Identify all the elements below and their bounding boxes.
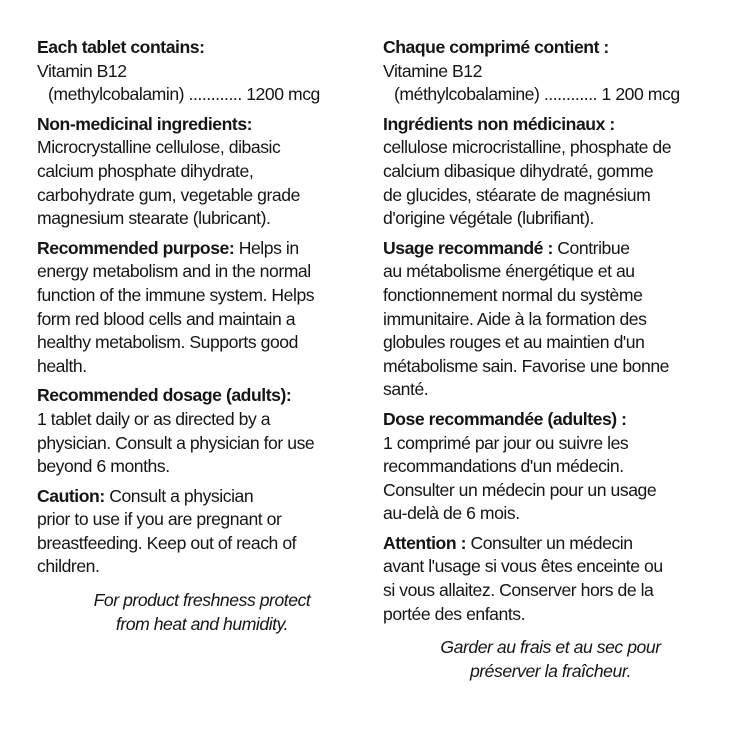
purpose-line: energy metabolism and in the normal [37, 261, 311, 282]
dosage-line-fr: au-delà de 6 mois. [383, 503, 520, 524]
purpose-line-fr: immunitaire. Aide à la formation des [383, 308, 647, 329]
non-medicinal-line-fr: cellulose microcristalline, phosphate de [383, 137, 672, 158]
dosage-line-fr: 1 comprimé par jour ou suivre les [383, 432, 629, 453]
dosage-line: 1 tablet daily or as directed by a [37, 408, 271, 429]
dosage-line-fr: Consulter un médecin pour un usage [383, 479, 657, 500]
dosage-heading-fr: Dose recommandée (adultes) : [383, 408, 627, 429]
non-medicinal-line: calcium phosphate dihydrate, [37, 160, 254, 181]
purpose-section-fr [383, 237, 718, 402]
purpose-first-line [37, 237, 367, 261]
storage-line: For product freshness protect [93, 590, 311, 611]
caution-text-fr: Consulter un médecin [466, 532, 633, 553]
purpose-line: function of the immune system. Helps [37, 284, 315, 305]
non-medicinal-section [37, 113, 367, 231]
non-medicinal-heading: Non-medicinal ingredients: [37, 113, 253, 134]
purpose-line: healthy metabolism. Supports good [37, 332, 298, 353]
contains-section [37, 36, 367, 107]
storage-line-fr: préserver la fraîcheur. [469, 660, 632, 681]
caution-first-line [37, 485, 367, 509]
dosage-line: physician. Consult a physician for use [37, 432, 315, 453]
caution-first-line-fr [383, 532, 718, 556]
purpose-line: form red blood cells and maintain a [37, 308, 296, 329]
non-medicinal-section-fr [383, 113, 718, 231]
purpose-line: health. [37, 355, 87, 376]
vitamin-form-dose: (methylcobalamin) ............ 1200 mcg [48, 84, 320, 105]
storage-note-fr [383, 636, 718, 683]
caution-heading: Caution: [37, 485, 105, 506]
dosage-heading: Recommended dosage (adults): [37, 385, 292, 406]
dosage-section-fr [383, 408, 718, 526]
non-medicinal-line-fr: de glucides, stéarate de magnésium [383, 184, 651, 205]
caution-line: prior to use if you are pregnant or [37, 509, 282, 530]
storage-line: from heat and humidity. [115, 613, 289, 634]
caution-line-fr: portée des enfants. [383, 603, 526, 624]
non-medicinal-line: Microcrystalline cellulose, dibasic [37, 137, 281, 158]
caution-line-fr: si vous allaitez. Conserver hors de la [383, 580, 654, 601]
caution-line: children. [37, 556, 100, 577]
dosage-line: beyond 6 months. [37, 456, 170, 477]
purpose-text: Helps in [234, 237, 299, 258]
purpose-line-fr: santé. [383, 379, 429, 400]
purpose-line-fr: fonctionnement normal du système [383, 284, 643, 305]
storage-line-fr: Garder au frais et au sec pour [440, 637, 661, 658]
purpose-first-line-fr [383, 237, 718, 261]
contains-section-fr [383, 36, 718, 107]
caution-section-fr [383, 532, 718, 626]
caution-section [37, 485, 367, 579]
contains-heading-fr: Chaque comprimé contient : [383, 37, 609, 57]
french-column [383, 36, 718, 683]
vitamin-form-dose-fr: (méthylcobalamine) ............ 1 200 mcg [394, 84, 680, 105]
caution-line-fr: avant l'usage si vous êtes enceinte ou [383, 556, 663, 577]
non-medicinal-heading-fr: Ingrédients non médicinaux : [383, 113, 615, 134]
non-medicinal-line-fr: calcium dibasique dihydraté, gomme [383, 160, 654, 181]
non-medicinal-line-fr: d'origine végétale (lubrifiant). [383, 208, 594, 229]
caution-line: breastfeeding. Keep out of reach of [37, 532, 297, 553]
storage-note [37, 589, 367, 636]
vitamin-name: Vitamin B12 [37, 60, 127, 81]
vitamin-name-fr: Vitamine B12 [383, 60, 482, 81]
contains-heading: Each tablet contains: [37, 37, 205, 57]
purpose-line-fr: globules rouges et au maintien d'un [383, 332, 645, 353]
dosage-section [37, 384, 367, 478]
purpose-text-fr: Contribue [552, 237, 630, 258]
purpose-line-fr: au métabolisme énergétique et au [383, 261, 635, 282]
caution-text: Consult a physician [104, 485, 254, 506]
purpose-heading-fr: Usage recommandé : [383, 237, 553, 258]
purpose-heading: Recommended purpose: [37, 237, 235, 258]
purpose-line-fr: métabolisme sain. Favorise une bonne [383, 355, 669, 376]
purpose-section [37, 237, 367, 379]
caution-heading-fr: Attention : [383, 532, 466, 553]
non-medicinal-line: carbohydrate gum, vegetable grade [37, 184, 300, 205]
english-column [37, 36, 367, 636]
non-medicinal-line: magnesium stearate (lubricant). [37, 208, 271, 229]
dosage-line-fr: recommandations d'un médecin. [383, 456, 624, 477]
